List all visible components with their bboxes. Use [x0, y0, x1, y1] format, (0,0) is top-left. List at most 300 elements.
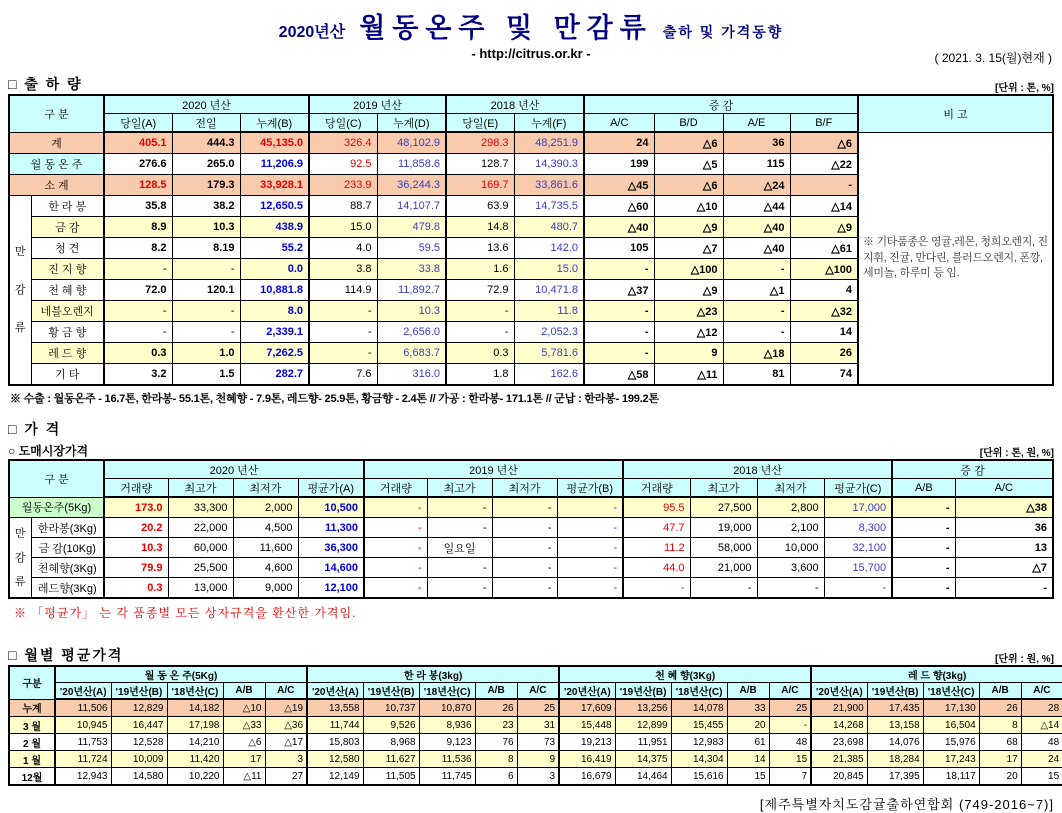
- remark-cell: ※ 기타품종은 영귤,레몬, 청희오렌지, 진지휘, 진귤, 만다린, 블러드오렌지, 폰깡,세미놀, 하루미 등 임.: [858, 132, 1053, 385]
- value-cell: 81: [723, 364, 790, 386]
- value-cell: 4,600: [233, 558, 298, 578]
- column-header: '19년산(B): [867, 683, 923, 700]
- column-header: 평균가(B): [557, 479, 623, 498]
- value-cell: 16,447: [111, 717, 167, 734]
- value-cell: 11,753: [55, 734, 111, 751]
- row-label: 청 견: [31, 238, 104, 259]
- value-cell: 0.3: [104, 578, 168, 599]
- value-cell: 38.2: [172, 196, 240, 217]
- column-group-header: 천 혜 향(3Kg): [559, 666, 811, 683]
- value-cell: 92.5: [309, 154, 377, 175]
- column-group-header: 2018 년산: [446, 95, 584, 114]
- value-cell: △100: [790, 259, 858, 280]
- value-cell: 36,300: [298, 538, 364, 558]
- value-cell: △1: [723, 280, 790, 301]
- value-cell: △40: [584, 217, 654, 238]
- value-cell: 105: [584, 238, 654, 259]
- value-cell: △24: [723, 175, 790, 196]
- value-cell: △40: [723, 217, 790, 238]
- value-cell: 1.6: [446, 259, 514, 280]
- value-cell: -: [723, 322, 790, 343]
- value-cell: 11,506: [55, 699, 111, 717]
- header-row: [9, 95, 1053, 114]
- value-cell: -: [557, 538, 623, 558]
- value-cell: 33,300: [168, 497, 233, 518]
- table-row: [9, 734, 1062, 751]
- column-header: 누계(B): [240, 114, 309, 133]
- value-cell: △6: [223, 734, 265, 751]
- title-main: 월동온주 및 만감류: [359, 13, 653, 43]
- value-cell: 17,198: [167, 717, 223, 734]
- column-header: 평균가(C): [824, 479, 892, 498]
- value-cell: 13,558: [307, 699, 363, 717]
- wholesale-subtitle: ○ 도매시장가격: [8, 444, 89, 458]
- value-cell: 276.6: [104, 154, 172, 175]
- column-header: B/D: [654, 114, 723, 133]
- value-cell: -: [364, 578, 427, 599]
- column-header: '18년산(C): [419, 683, 475, 700]
- value-cell: 282.7: [240, 364, 309, 386]
- value-cell: 14,390.3: [514, 154, 584, 175]
- value-cell: 20.2: [104, 518, 168, 538]
- header-row: [9, 666, 1062, 683]
- column-header: '20년산(A): [307, 683, 363, 700]
- value-cell: 14,268: [811, 717, 867, 734]
- value-cell: 11.8: [514, 301, 584, 322]
- value-cell: 36: [723, 132, 790, 154]
- value-cell: -: [492, 518, 557, 538]
- column-header: 최저가: [233, 479, 298, 498]
- row-label: 누계: [9, 699, 55, 717]
- value-cell: 15,976: [923, 734, 979, 751]
- column-header: A/B: [475, 683, 517, 700]
- value-cell: 15,448: [559, 717, 615, 734]
- value-cell: 59.5: [377, 238, 446, 259]
- title-vintage: 2020년산: [278, 24, 346, 41]
- value-cell: -: [427, 518, 492, 538]
- value-cell: 9,526: [363, 717, 419, 734]
- value-cell: △5: [654, 154, 723, 175]
- column-header: 당일(C): [309, 114, 377, 133]
- row-label: 월 동 온 주: [9, 154, 104, 175]
- shipment-table-body: [9, 132, 1053, 385]
- row-label: 월동온주(5Kg): [9, 497, 104, 518]
- row-label: 한라봉(3Kg): [31, 518, 104, 538]
- value-cell: -: [492, 497, 557, 518]
- table-row: [9, 558, 1053, 578]
- value-cell: -: [364, 558, 427, 578]
- value-cell: -: [492, 538, 557, 558]
- value-cell: 4,500: [233, 518, 298, 538]
- column-group-header: 2020 년산: [104, 460, 364, 479]
- row-label: 기 타: [31, 364, 104, 386]
- value-cell: △6: [654, 175, 723, 196]
- value-cell: 10,000: [757, 538, 824, 558]
- value-cell: -: [557, 518, 623, 538]
- value-cell: 79.9: [104, 558, 168, 578]
- value-cell: 17,243: [923, 751, 979, 768]
- value-cell: 25: [769, 699, 811, 717]
- value-cell: -: [892, 578, 955, 599]
- column-header: A/B: [979, 683, 1021, 700]
- value-cell: 33: [727, 699, 769, 717]
- value-cell: 24: [584, 132, 654, 154]
- column-header: A/C: [265, 683, 307, 700]
- value-cell: 14,600: [298, 558, 364, 578]
- value-cell: △36: [265, 717, 307, 734]
- value-cell: 316.0: [377, 364, 446, 386]
- value-cell: 16,679: [559, 768, 615, 786]
- value-cell: 438.9: [240, 217, 309, 238]
- value-cell: -: [584, 301, 654, 322]
- value-cell: △9: [654, 280, 723, 301]
- value-cell: △23: [654, 301, 723, 322]
- value-cell: 15: [769, 751, 811, 768]
- value-cell: 15.0: [514, 259, 584, 280]
- value-cell: -: [723, 301, 790, 322]
- value-cell: 14,182: [167, 699, 223, 717]
- value-cell: 33,861.6: [514, 175, 584, 196]
- value-cell: 2,656.0: [377, 322, 446, 343]
- value-cell: 17,435: [867, 699, 923, 717]
- column-header: 누계(F): [514, 114, 584, 133]
- column-header: '19년산(B): [615, 683, 671, 700]
- value-cell: 13.6: [446, 238, 514, 259]
- value-cell: 9: [654, 343, 723, 364]
- value-cell: △6: [790, 132, 858, 154]
- table-row: [9, 518, 1053, 538]
- value-cell: 17,000: [824, 497, 892, 518]
- gubun-header: 구분: [9, 666, 55, 699]
- value-cell: 15,616: [671, 768, 727, 786]
- row-label: 3 월: [9, 717, 55, 734]
- value-cell: 326.4: [309, 132, 377, 154]
- value-cell: △17: [265, 734, 307, 751]
- value-cell: 10,945: [55, 717, 111, 734]
- value-cell: 18,117: [923, 768, 979, 786]
- value-cell: -: [584, 259, 654, 280]
- value-cell: 479.8: [377, 217, 446, 238]
- monthly-average-price-table: [8, 665, 1062, 786]
- value-cell: 48: [1021, 734, 1062, 751]
- value-cell: 25,500: [168, 558, 233, 578]
- value-cell: 162.6: [514, 364, 584, 386]
- organization-footer: [제주특별자치도감귤출하연합회 (749-2016~7)]: [759, 797, 1054, 812]
- row-label: 레드향(3Kg): [31, 578, 104, 599]
- value-cell: 12,650.5: [240, 196, 309, 217]
- value-cell: -: [364, 518, 427, 538]
- value-cell: 11,724: [55, 751, 111, 768]
- value-cell: 12,580: [307, 751, 363, 768]
- value-cell: -: [427, 497, 492, 518]
- value-cell: 14: [727, 751, 769, 768]
- value-cell: -: [584, 343, 654, 364]
- value-cell: 10,737: [363, 699, 419, 717]
- value-cell: 13,158: [867, 717, 923, 734]
- value-cell: -: [584, 322, 654, 343]
- column-header: A/C: [769, 683, 811, 700]
- value-cell: 2,339.1: [240, 322, 309, 343]
- value-cell: 33.8: [377, 259, 446, 280]
- shipment-unit-label: [단위 : 톤, %]: [995, 83, 1054, 94]
- page-title: [8, 6, 1054, 45]
- value-cell: 48: [769, 734, 811, 751]
- value-cell: 58,000: [690, 538, 757, 558]
- value-cell: △100: [654, 259, 723, 280]
- value-cell: 14,735.5: [514, 196, 584, 217]
- value-cell: -: [492, 578, 557, 599]
- value-cell: 12,100: [298, 578, 364, 599]
- value-cell: 12,983: [671, 734, 727, 751]
- value-cell: -: [364, 497, 427, 518]
- value-cell: 3: [517, 768, 559, 786]
- column-header: A/C: [1021, 683, 1062, 700]
- column-header: 거래량: [623, 479, 690, 498]
- table-row: [9, 538, 1053, 558]
- header-row: [9, 479, 1053, 498]
- value-cell: 61: [727, 734, 769, 751]
- value-cell: 15.0: [309, 217, 377, 238]
- value-cell: 8.0: [240, 301, 309, 322]
- value-cell: 233.9: [309, 175, 377, 196]
- value-cell: -: [892, 558, 955, 578]
- value-cell: -: [427, 558, 492, 578]
- value-cell: 13,256: [615, 699, 671, 717]
- column-header: '19년산(B): [111, 683, 167, 700]
- value-cell: 6,683.7: [377, 343, 446, 364]
- value-cell: 14.8: [446, 217, 514, 238]
- value-cell: -: [364, 538, 427, 558]
- column-header: 당일(A): [104, 114, 172, 133]
- value-cell: 1.0: [172, 343, 240, 364]
- value-cell: 11,420: [167, 751, 223, 768]
- row-label: 1 월: [9, 751, 55, 768]
- value-cell: △7: [654, 238, 723, 259]
- value-cell: -: [892, 518, 955, 538]
- value-cell: -: [446, 301, 514, 322]
- value-cell: 12,149: [307, 768, 363, 786]
- column-group-header: 2019 년산: [309, 95, 446, 114]
- monthly-table-body: [9, 699, 1062, 785]
- value-cell: △12: [654, 322, 723, 343]
- gubun-header: 구 분: [9, 460, 104, 497]
- column-group-header: 한 라 봉(3kg): [307, 666, 559, 683]
- value-cell: 68: [979, 734, 1021, 751]
- value-cell: 일요일: [427, 538, 492, 558]
- value-cell: -: [824, 578, 892, 599]
- value-cell: 74: [790, 364, 858, 386]
- table-row: [9, 751, 1062, 768]
- value-cell: 11,745: [419, 768, 475, 786]
- value-cell: 14,464: [615, 768, 671, 786]
- value-cell: 13: [955, 538, 1053, 558]
- value-cell: 7.6: [309, 364, 377, 386]
- value-cell: 28: [1021, 699, 1062, 717]
- column-header: '19년산(B): [363, 683, 419, 700]
- value-cell: 0.0: [240, 259, 309, 280]
- value-cell: 10,881.8: [240, 280, 309, 301]
- value-cell: -: [557, 558, 623, 578]
- table-row: [9, 497, 1053, 518]
- monthly-unit-label: [단위 : 원, %]: [995, 654, 1054, 665]
- value-cell: -: [892, 538, 955, 558]
- value-cell: -: [690, 578, 757, 599]
- column-header: A/C: [584, 114, 654, 133]
- price-unit-label: [단위 : 톤, 원, %]: [979, 448, 1054, 459]
- column-header: '18년산(C): [167, 683, 223, 700]
- value-cell: -: [557, 578, 623, 599]
- row-label: 한 라 봉: [31, 196, 104, 217]
- value-cell: 48,251.9: [514, 132, 584, 154]
- value-cell: -: [172, 322, 240, 343]
- column-header: A/B: [892, 479, 955, 498]
- column-header: 최저가: [757, 479, 824, 498]
- value-cell: 6: [475, 768, 517, 786]
- value-cell: △44: [723, 196, 790, 217]
- value-cell: 115: [723, 154, 790, 175]
- value-cell: 3: [265, 751, 307, 768]
- value-cell: 31: [517, 717, 559, 734]
- value-cell: 63.9: [446, 196, 514, 217]
- value-cell: 0.3: [104, 343, 172, 364]
- value-cell: 14: [790, 322, 858, 343]
- column-header: 최고가: [168, 479, 233, 498]
- value-cell: -: [492, 558, 557, 578]
- value-cell: 11,858.6: [377, 154, 446, 175]
- value-cell: 21,900: [811, 699, 867, 717]
- value-cell: △14: [1021, 717, 1062, 734]
- column-header: '20년산(A): [559, 683, 615, 700]
- column-header: '18년산(C): [671, 683, 727, 700]
- site-url-link[interactable]: - http://citrus.or.kr -: [471, 46, 591, 61]
- value-cell: △32: [790, 301, 858, 322]
- value-cell: -: [769, 717, 811, 734]
- value-cell: 73: [517, 734, 559, 751]
- value-cell: 72.0: [104, 280, 172, 301]
- value-cell: 10.3: [377, 301, 446, 322]
- column-header: A/E: [723, 114, 790, 133]
- value-cell: 8.2: [104, 238, 172, 259]
- value-cell: 10,500: [298, 497, 364, 518]
- title-suffix: 출하 및 가격동향: [662, 24, 784, 40]
- value-cell: -: [172, 259, 240, 280]
- value-cell: 11,536: [419, 751, 475, 768]
- value-cell: 18,284: [867, 751, 923, 768]
- value-cell: 36: [955, 518, 1053, 538]
- value-cell: 24: [1021, 751, 1062, 768]
- value-cell: 8,936: [419, 717, 475, 734]
- value-cell: 10,471.8: [514, 280, 584, 301]
- table-row: [9, 578, 1053, 599]
- value-cell: 17,609: [559, 699, 615, 717]
- value-cell: 173.0: [104, 497, 168, 518]
- value-cell: 265.0: [172, 154, 240, 175]
- value-cell: 26: [979, 699, 1021, 717]
- value-cell: △7: [955, 558, 1053, 578]
- value-cell: 60,000: [168, 538, 233, 558]
- value-cell: 23: [475, 717, 517, 734]
- value-cell: 11,300: [298, 518, 364, 538]
- column-group-header: 레 드 향(3kg): [811, 666, 1062, 683]
- table-row: [9, 768, 1062, 786]
- shipment-table-header: [9, 95, 1053, 132]
- value-cell: △9: [654, 217, 723, 238]
- value-cell: △11: [223, 768, 265, 786]
- value-cell: 15,700: [824, 558, 892, 578]
- column-group-header: 월 동 온 주(5Kg): [55, 666, 307, 683]
- value-cell: 298.3: [446, 132, 514, 154]
- value-cell: 1.5: [172, 364, 240, 386]
- column-header: 최고가: [427, 479, 492, 498]
- header-row: [9, 683, 1062, 700]
- value-cell: 4.0: [309, 238, 377, 259]
- value-cell: △14: [790, 196, 858, 217]
- value-cell: 14,078: [671, 699, 727, 717]
- value-cell: 114.9: [309, 280, 377, 301]
- value-cell: 2,100: [757, 518, 824, 538]
- value-cell: 14,580: [111, 768, 167, 786]
- value-cell: -: [446, 322, 514, 343]
- value-cell: 32,100: [824, 538, 892, 558]
- column-header: A/C: [517, 683, 559, 700]
- value-cell: 20: [979, 768, 1021, 786]
- value-cell: △19: [265, 699, 307, 717]
- value-cell: 199: [584, 154, 654, 175]
- value-cell: -: [104, 301, 172, 322]
- value-cell: 142.0: [514, 238, 584, 259]
- row-label: 진 지 향: [31, 259, 104, 280]
- value-cell: -: [955, 578, 1053, 599]
- value-cell: 17: [223, 751, 265, 768]
- column-header: 거래량: [364, 479, 427, 498]
- value-cell: 8: [475, 751, 517, 768]
- value-cell: 11,892.7: [377, 280, 446, 301]
- row-group-label: 만 감 류: [9, 518, 31, 599]
- column-header: '18년산(C): [923, 683, 979, 700]
- value-cell: 10,870: [419, 699, 475, 717]
- value-cell: 10.3: [172, 217, 240, 238]
- header-row: [9, 460, 1053, 479]
- value-cell: △37: [584, 280, 654, 301]
- column-header: A/B: [223, 683, 265, 700]
- row-label: 계: [9, 132, 104, 154]
- column-header: 최저가: [492, 479, 557, 498]
- value-cell: 12,943: [55, 768, 111, 786]
- row-label: 황 금 향: [31, 322, 104, 343]
- value-cell: 3.2: [104, 364, 172, 386]
- value-cell: 72.9: [446, 280, 514, 301]
- column-header: A/B: [727, 683, 769, 700]
- value-cell: 14,107.7: [377, 196, 446, 217]
- price-table-body: [9, 497, 1053, 598]
- value-cell: 5,781.6: [514, 343, 584, 364]
- value-cell: 11.2: [623, 538, 690, 558]
- value-cell: -: [892, 497, 955, 518]
- remark-header: 비 고: [858, 95, 1053, 132]
- value-cell: 2,000: [233, 497, 298, 518]
- column-group-header: 2018 년산: [623, 460, 892, 479]
- value-cell: 12,528: [111, 734, 167, 751]
- value-cell: 76: [475, 734, 517, 751]
- value-cell: 11,627: [363, 751, 419, 768]
- shipment-table: [8, 94, 1054, 386]
- value-cell: 26: [475, 699, 517, 717]
- value-cell: 2,800: [757, 497, 824, 518]
- export-footnote: ※ 수출 : 월동온주 - 16.7톤, 한라봉- 55.1톤, 천혜향 - 7.9톤, 레드향- 25.9톤, 황금향 - 2.4톤 // 가공 : 한라봉- 171.1톤 // 군납 : 한라봉- 199.2톤: [10, 393, 659, 405]
- report-date: ( 2021. 3. 15(월)현재 ): [934, 51, 1052, 65]
- value-cell: 20: [727, 717, 769, 734]
- value-cell: 11,744: [307, 717, 363, 734]
